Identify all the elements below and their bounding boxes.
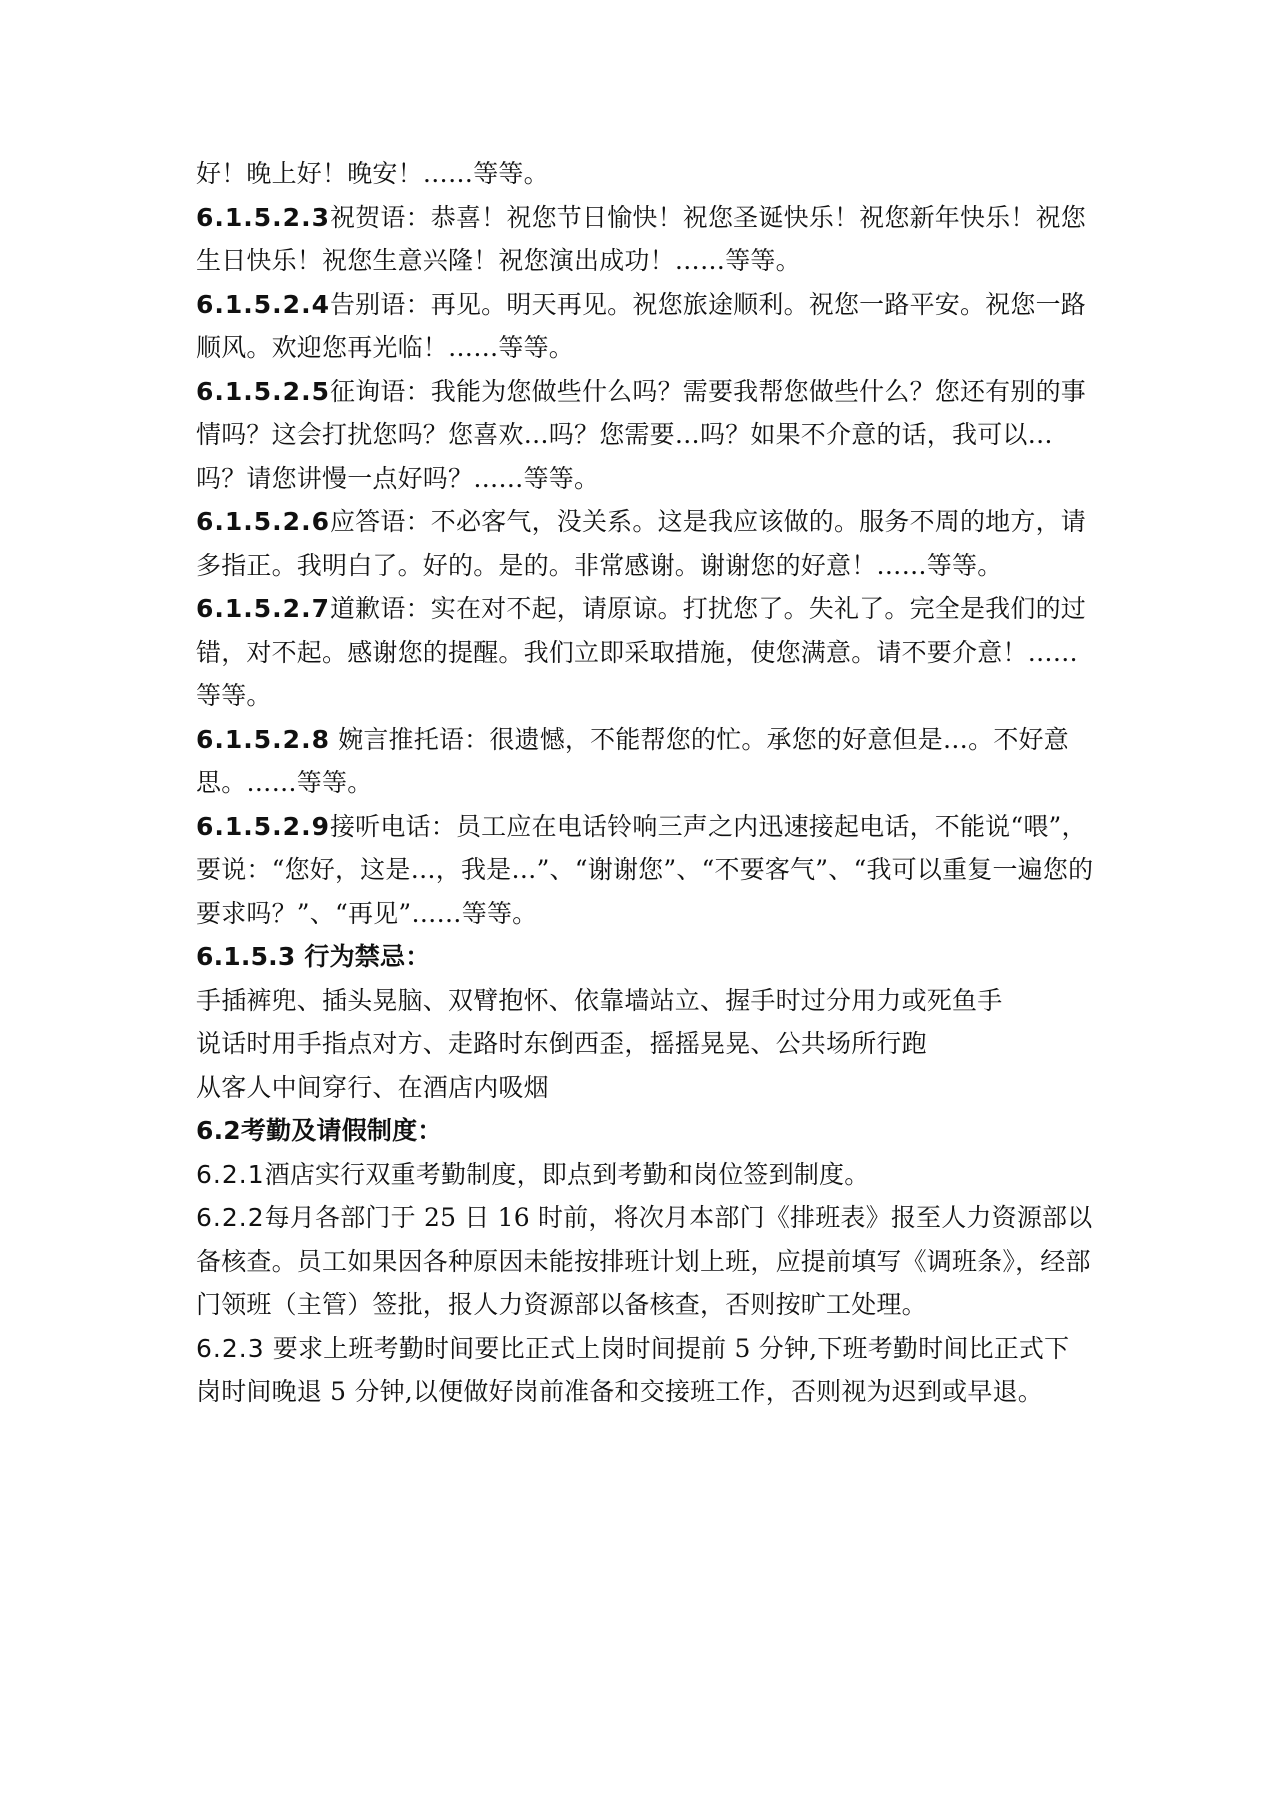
clause-number: 6.1.5.2.8: [196, 724, 330, 754]
clause-number: 6.1.5.2.6: [196, 507, 330, 536]
attendance-clause: 6.2.2每月各部门于 25 日 16 时前，将次月本部门《排班表》报至人力资源部以备核查。员工如果因各种原因未能按排班计划上班，应提前填写《调班条》，经部门领班（主管）签批，报人力资源部以备核查，否则按旷工处理。: [196, 1203, 1093, 1319]
clause-number: 6.2.3: [196, 1333, 265, 1363]
taboo-line: 手插裤兜、插头晃脑、双臂抱怀、依靠墙站立、握手时过分用力或死鱼手: [196, 985, 1003, 1015]
section-heading-attendance: 6.2考勤及请假制度：: [196, 1116, 443, 1145]
paragraph-farewell: 6.1.5.2.4告别语：再见。明天再见。祝您旅途顺利。祝您一路平安。祝您一路顺风。欢迎您再光临！……等等。: [196, 289, 1086, 362]
paragraph-apology: 6.1.5.2.7道歉语：实在对不起，请原谅。打扰您了。失礼了。完全是我们的过错，对不起。感谢您的提醒。我们立即采取措施，使您满意。请不要介意！……等等。: [196, 594, 1086, 710]
document-body: [196, 152, 1094, 1414]
clause-number: 6.1.5.2.4: [196, 289, 330, 319]
paragraph-response: 6.1.5.2.6应答语：不必客气，没关系。这是我应该做的。服务不周的地方，请多指正。我明白了。好的。是的。非常感谢。谢谢您的好意！……等等。: [196, 507, 1086, 580]
attendance-clause: 6.2.1酒店实行双重考勤制度，即点到考勤和岗位签到制度。: [196, 1159, 870, 1189]
clause-number: 6.1.5.2.7: [196, 594, 330, 623]
section-heading-behavior-taboos: 6.1.5.3 行为禁忌：: [196, 942, 431, 971]
paragraph-congratulations: 6.1.5.2.3祝贺语：恭喜！祝您节日愉快！祝您圣诞快乐！祝您新年快乐！祝您生日快乐！祝您生意兴隆！祝您演出成功！……等等。: [196, 202, 1086, 275]
clause-number: 6.1.5.2.5: [196, 376, 330, 406]
paragraph-phone-answering: 6.1.5.2.9接听电话：员工应在电话铃响三声之内迅速接起电话，不能说“喂”，要说：“您好，这是…，我是…”、“谢谢您”、“不要客气”、“我可以重复一遍您的要求吗？”、“再见”……等等。: [196, 811, 1094, 928]
clause-number: 6.1.5.2.3: [196, 202, 330, 232]
taboo-line: 说话时用手指点对方、走路时东倒西歪，摇摇晃晃、公共场所行跑: [196, 1029, 927, 1058]
paragraph-greeting-continued: 好！晚上好！晚安！……等等。: [196, 159, 549, 188]
clause-number: 6.2.2: [196, 1203, 265, 1232]
clause-number: 6.2.1: [196, 1159, 265, 1189]
attendance-clause: 6.2.3 要求上班考勤时间要比正式上岗时间提前 5 分钟,下班考勤时间比正式下岗时间晚退 5 分钟,以便做好岗前准备和交接班工作，否则视为迟到或早退。: [196, 1333, 1070, 1406]
taboo-line: 从客人中间穿行、在酒店内吸烟: [196, 1072, 549, 1102]
paragraph-polite-decline: 6.1.5.2.8 婉言推托语：很遗憾，不能帮您的忙。承您的好意但是…。不好意思。……等等。: [196, 724, 1069, 797]
clause-number: 6.1.5.2.9: [196, 811, 330, 841]
paragraph-inquiry: 6.1.5.2.5征询语：我能为您做些什么吗？需要我帮您做些什么？您还有别的事情吗？这会打扰您吗？您喜欢…吗？您需要…吗？如果不介意的话，我可以…吗？请您讲慢一点好吗？……等等。: [196, 376, 1086, 493]
